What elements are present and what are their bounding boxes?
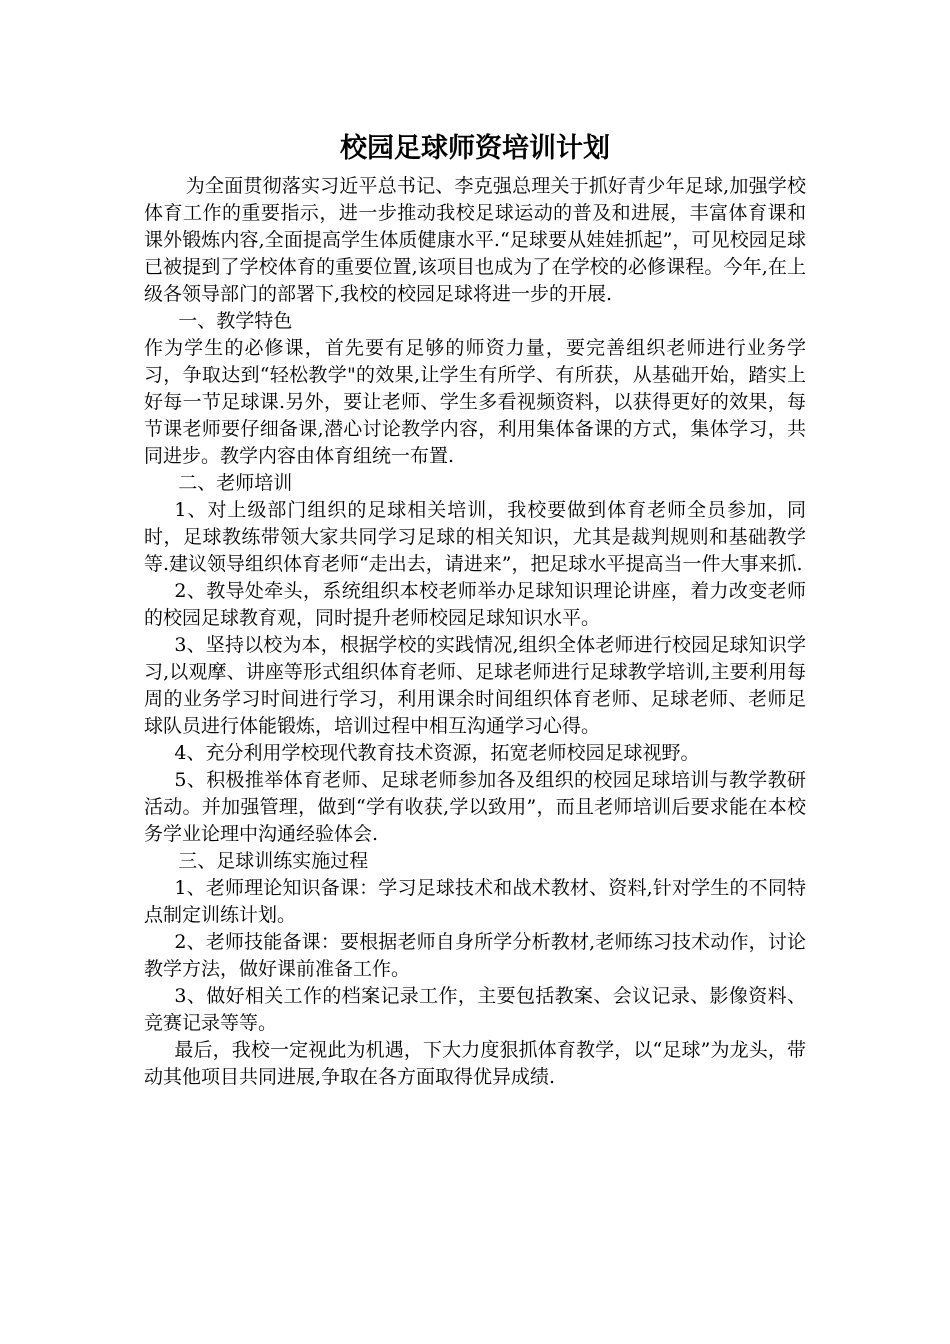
section-heading-teaching-features: 一、教学特色 bbox=[178, 310, 293, 332]
document-body bbox=[144, 173, 806, 1091]
section-heading-implementation: 三、足球训练实施过程 bbox=[178, 850, 369, 872]
training-item-5: 5、积极推举体育老师、足球老师参加各及组织的校园足球培训与教学教研活动。并加强管理，做到“学有收获,学以致用”，而且老师培训后要求能在本校务学业论理中沟通经验体会. bbox=[144, 769, 806, 845]
implementation-item-2: 2、老师技能备课：要根据老师自身所学分析教材,老师练习技术动作，讨论教学方法，做好课前准备工作。 bbox=[144, 931, 806, 980]
training-item-3: 3、坚持以校为本，根据学校的实践情况,组织全体老师进行校园足球知识学习,以观摩、讲座等形式组织体育老师、足球老师进行足球教学培训,主要利用每周的业务学习时间进行学习，利用课余时间组织体育老师、足球老师、老师足球队员进行体能锻炼，培训过程中相互沟通学习心得。 bbox=[144, 634, 806, 737]
implementation-item-3: 3、做好相关工作的档案记录工作，主要包括教案、会议记录、影像资料、竞赛记录等等。 bbox=[144, 985, 806, 1034]
document-title: 校园足球师资培训计划 bbox=[340, 133, 610, 164]
training-item-2: 2、教导处牵头，系统组织本校老师举办足球知识理论讲座，着力改变老师的校园足球教育观，同时提升老师校园足球知识水平。 bbox=[144, 580, 806, 629]
teaching-features-paragraph: 作为学生的必修课，首先要有足够的师资力量，要完善组织老师进行业务学习，争取达到“轻松教学"的效果,让学生有所学、有所获，从基础开始，踏实上好每一节足球课.另外，要让老师、学生多看视频资料，以获得更好的效果，每节课老师要仔细备课,潜心讨论教学内容，利用集体备课的方式，集体学习，共同进步。教学内容由体育组统一布置. bbox=[144, 337, 806, 467]
implementation-item-1: 1、老师理论知识备课：学习足球技术和战术教材、资料,针对学生的不同特点制定训练计划。 bbox=[144, 877, 806, 926]
section-heading-teacher-training: 二、老师培训 bbox=[178, 472, 293, 494]
closing-paragraph: 最后，我校一定视此为机遇，下大力度狠抓体育教学，以“足球”为龙头，带动其他项目共同进展,争取在各方面取得优异成绩. bbox=[144, 1039, 806, 1088]
training-item-1: 1、对上级部门组织的足球相关培训，我校要做到体育老师全员参加，同时，足球教练带领大家共同学习足球的相关知识，尤其是裁判规则和基础教学等.建议领导组织体育老师“走出去，请进来”，把足球水平提高当一件大事来抓. bbox=[144, 499, 806, 575]
intro-paragraph: 为全面贯彻落实习近平总书记、李克强总理关于抓好青少年足球,加强学校体育工作的重要指示，进一步推动我校足球运动的普及和进展，丰富体育课和课外锻炼内容,全面提高学生体质健康水平.“足球要从娃娃抓起”，可见校园足球已被提到了学校体育的重要位置,该项目也成为了在学校的必修课程。今年,在上级各领导部门的部署下,我校的校园足球将进一步的开展. bbox=[144, 175, 806, 305]
training-item-4: 4、充分利用学校现代教育技术资源，拓宽老师校园足球视野。 bbox=[174, 742, 700, 764]
